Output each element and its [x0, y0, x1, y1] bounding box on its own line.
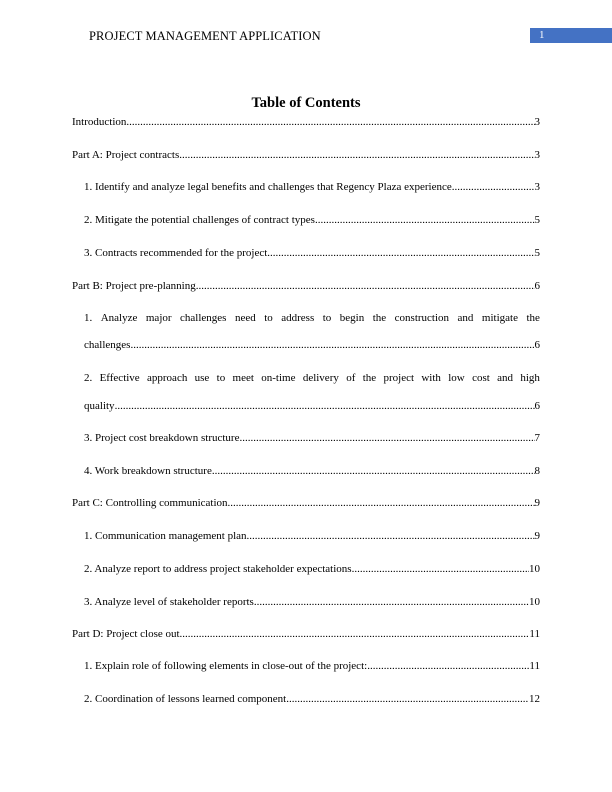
toc-entry-part-a[interactable] — [72, 148, 540, 162]
toc-entry-page: 3 — [534, 149, 540, 161]
toc-entry-page: 10 — [529, 563, 540, 575]
toc-word: challenges — [180, 312, 227, 324]
toc-entry-page: 6 — [534, 280, 540, 292]
toc-entry-page: 9 — [534, 497, 540, 509]
toc-entry-a1[interactable] — [84, 180, 540, 194]
toc-word: Effective — [99, 372, 140, 384]
toc-word: 1. — [84, 312, 93, 324]
toc-entry-b3[interactable] — [84, 431, 540, 445]
toc-word: construction — [394, 312, 450, 324]
dot-leader — [315, 213, 535, 227]
toc-word: major — [145, 312, 172, 324]
toc-entry-text: 2. Analyze report to address project stakeholder expectations — [84, 563, 352, 575]
toc-entry-d1[interactable] — [84, 659, 540, 673]
toc-word: Analyze — [100, 312, 138, 324]
toc-entry-page: 11 — [529, 628, 540, 640]
dot-leader — [130, 338, 534, 352]
toc-entry-text-line1 — [84, 311, 540, 325]
toc-entry-part-d[interactable] — [72, 627, 540, 641]
dot-leader — [352, 562, 529, 576]
toc-entry-b2-cont[interactable] — [84, 399, 540, 413]
toc-entry-text: Introduction — [72, 116, 127, 128]
toc-entry-introduction[interactable] — [72, 115, 540, 129]
toc-word: 2. — [84, 372, 93, 384]
toc-entry-text: Part D: Project close out — [72, 628, 180, 640]
toc-word: meet — [232, 372, 254, 384]
toc-word: and — [497, 372, 514, 384]
page-header — [0, 28, 612, 44]
toc-entry-a3[interactable] — [84, 246, 540, 260]
toc-word: high — [520, 372, 540, 384]
toc-entry-page: 3 — [534, 181, 540, 193]
toc-title: Table of Contents — [251, 95, 361, 111]
toc-word: address — [281, 312, 315, 324]
dot-leader — [196, 279, 535, 293]
toc-entry-page: 10 — [529, 596, 540, 608]
toc-entry-page: 6 — [534, 339, 540, 351]
toc-entry-text: Part B: Project pre-planning — [72, 280, 196, 292]
toc-entry-text: 3. Project cost breakdown structure — [84, 432, 240, 444]
toc-entry-c2[interactable] — [84, 562, 540, 576]
toc-entry-text: 3. Analyze level of stakeholder reports — [84, 596, 254, 608]
toc-entry-text: Part A: Project contracts — [72, 149, 180, 161]
dot-leader — [179, 148, 534, 162]
toc-word: begin — [339, 312, 365, 324]
dot-leader — [228, 496, 535, 510]
toc-entry-text — [84, 311, 540, 325]
toc-word: low — [448, 372, 465, 384]
toc-entry-page: 7 — [534, 432, 540, 444]
toc-entry-page: 3 — [534, 116, 540, 128]
toc-entry-page: 5 — [534, 247, 540, 259]
running-head: PROJECT MANAGEMENT APPLICATION — [89, 29, 321, 43]
toc-entry-text: Part C: Controlling communication — [72, 497, 228, 509]
toc-word: cost — [472, 372, 490, 384]
dot-leader — [115, 399, 535, 413]
toc-entry-text: 4. Work breakdown structure — [84, 465, 212, 477]
dot-leader — [126, 115, 534, 129]
toc-word: need — [234, 312, 256, 324]
toc-word: approach — [147, 372, 188, 384]
toc-word: to — [216, 372, 226, 384]
toc-entry-text-line1 — [84, 371, 540, 385]
toc-entry-page: 6 — [534, 400, 540, 412]
dot-leader — [254, 595, 529, 609]
toc-entry-text: 1. Explain role of following elements in close-out of the project: — [84, 660, 368, 672]
toc-entry-text: quality — [84, 400, 115, 412]
toc-entry-text: 3. Contracts recommended for the project — [84, 247, 268, 259]
dot-leader — [239, 431, 534, 445]
toc-word: project — [383, 372, 415, 384]
toc-word: use — [194, 372, 210, 384]
toc-entry-text: 2. Mitigate the potential challenges of contract types — [84, 214, 315, 226]
dot-leader — [267, 246, 534, 260]
toc-entry-d2[interactable] — [84, 692, 540, 706]
toc-word: the — [362, 372, 377, 384]
toc-word: of — [346, 372, 356, 384]
toc-entry-c1[interactable] — [84, 529, 540, 543]
toc-entry-page: 9 — [534, 530, 540, 542]
page-number-badge: 1 — [530, 28, 612, 43]
toc-word: mitigate — [481, 312, 518, 324]
toc-entry-page: 12 — [529, 693, 540, 705]
dot-leader — [367, 659, 529, 673]
toc-word: delivery — [302, 372, 339, 384]
toc-entry-part-c[interactable] — [72, 496, 540, 510]
toc-entry-page: 8 — [534, 465, 540, 477]
toc-entry-a2[interactable] — [84, 213, 540, 227]
dot-leader — [286, 692, 529, 706]
dot-leader — [247, 529, 535, 543]
toc-word: on-time — [261, 372, 296, 384]
dot-leader — [452, 180, 535, 194]
toc-entry-part-b[interactable] — [72, 279, 540, 293]
toc-entry-page: 11 — [529, 660, 540, 672]
toc-entry-b4[interactable] — [84, 464, 540, 478]
toc-word: to — [264, 312, 273, 324]
toc-entry-text: challenges — [84, 339, 131, 351]
toc-word: and — [457, 312, 474, 324]
toc-entry-b1-cont[interactable] — [84, 338, 540, 352]
toc-word: the — [526, 312, 540, 324]
toc-word: the — [372, 312, 387, 324]
toc-entry-page: 5 — [534, 214, 540, 226]
toc-word: to — [322, 312, 332, 324]
toc-entry-text: 2. Coordination of lessons learned component — [84, 693, 287, 705]
toc-entry-b1[interactable] — [84, 311, 540, 325]
dot-leader — [180, 627, 530, 641]
toc-entry-c3[interactable] — [84, 595, 540, 609]
toc-word: with — [421, 372, 441, 384]
toc-entry-text: 1. Identify and analyze legal benefits and challenges that Regency Plaza experience — [84, 181, 452, 193]
dot-leader — [212, 464, 535, 478]
toc-entry-b2[interactable] — [84, 371, 540, 385]
toc-entry-text — [84, 371, 540, 385]
toc-entry-text: 1. Communication management plan — [84, 530, 247, 542]
